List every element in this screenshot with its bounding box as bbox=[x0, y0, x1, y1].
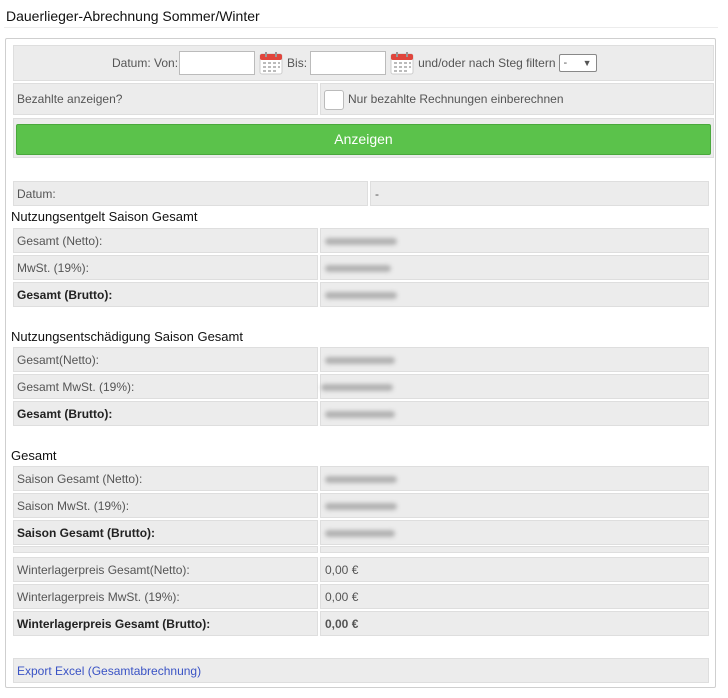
section-heading-gesamt: Gesamt bbox=[11, 448, 57, 463]
title-divider bbox=[4, 27, 718, 28]
row-label: Gesamt (Brutto): bbox=[13, 282, 318, 307]
winter-row-label: Winterlagerpreis Gesamt(Netto): bbox=[13, 557, 318, 582]
row-label: Gesamt(Netto): bbox=[13, 347, 318, 372]
paid-only-checkbox[interactable] bbox=[324, 90, 344, 110]
row-value-redacted bbox=[320, 282, 709, 307]
winter-row-value: 0,00 € bbox=[320, 611, 709, 636]
spacer-row bbox=[320, 546, 709, 553]
row-label: Gesamt (Brutto): bbox=[13, 401, 318, 426]
paid-label: Bezahlte anzeigen? bbox=[17, 92, 123, 106]
datum-value-cell bbox=[370, 181, 709, 206]
export-row bbox=[13, 658, 709, 683]
show-button[interactable]: Anzeigen bbox=[16, 124, 711, 155]
section-heading-nutzungsentschaedigung: Nutzungsentschädigung Saison Gesamt bbox=[11, 329, 243, 344]
row-label: MwSt. (19%): bbox=[13, 255, 318, 280]
row-value-redacted bbox=[320, 228, 709, 253]
paid-checkbox-label: Nur bezahlte Rechnungen einberechnen bbox=[348, 92, 564, 106]
date-to-label: Bis: bbox=[287, 56, 308, 70]
date-to-input[interactable] bbox=[310, 51, 386, 75]
date-from-input[interactable] bbox=[179, 51, 255, 75]
row-value-redacted bbox=[320, 493, 709, 518]
winter-row-label: Winterlagerpreis Gesamt (Brutto): bbox=[13, 611, 318, 636]
row-label: Saison MwSt. (19%): bbox=[13, 493, 318, 518]
page-title: Dauerlieger-Abrechnung Sommer/Winter bbox=[6, 8, 260, 24]
winter-row-value: 0,00 € bbox=[320, 557, 709, 582]
row-value-redacted bbox=[320, 466, 709, 491]
export-excel-link[interactable]: Export Excel (Gesamtabrechnung) bbox=[17, 664, 202, 678]
calendar-icon[interactable] bbox=[390, 51, 414, 75]
dropdown-arrow-icon: ▼ bbox=[582, 58, 592, 68]
date-filter-row bbox=[13, 45, 714, 81]
section-heading-nutzungsentgelt: Nutzungsentgelt Saison Gesamt bbox=[11, 209, 198, 224]
paid-label-cell bbox=[13, 83, 318, 115]
datum-label-cell bbox=[13, 181, 368, 206]
steg-select[interactable] bbox=[559, 54, 597, 72]
steg-filter-label: und/oder nach Steg filtern bbox=[418, 56, 556, 70]
row-value-redacted bbox=[320, 520, 709, 545]
date-from-label: Datum: Von: bbox=[112, 56, 179, 70]
row-label: Gesamt MwSt. (19%): bbox=[13, 374, 318, 399]
row-value-redacted bbox=[320, 374, 709, 399]
datum-value: - bbox=[375, 187, 379, 201]
datum-label: Datum: bbox=[17, 187, 56, 201]
spacer-row bbox=[13, 546, 318, 553]
winter-row-label: Winterlagerpreis MwSt. (19%): bbox=[13, 584, 318, 609]
row-label: Saison Gesamt (Netto): bbox=[13, 466, 318, 491]
steg-select-value: - bbox=[563, 57, 568, 69]
row-value-redacted bbox=[320, 255, 709, 280]
row-value-redacted bbox=[320, 401, 709, 426]
paid-checkbox-cell bbox=[320, 83, 714, 115]
calendar-icon[interactable] bbox=[259, 51, 283, 75]
row-label: Gesamt (Netto): bbox=[13, 228, 318, 253]
row-label: Saison Gesamt (Brutto): bbox=[13, 520, 318, 545]
row-value-redacted bbox=[320, 347, 709, 372]
winter-row-value: 0,00 € bbox=[320, 584, 709, 609]
